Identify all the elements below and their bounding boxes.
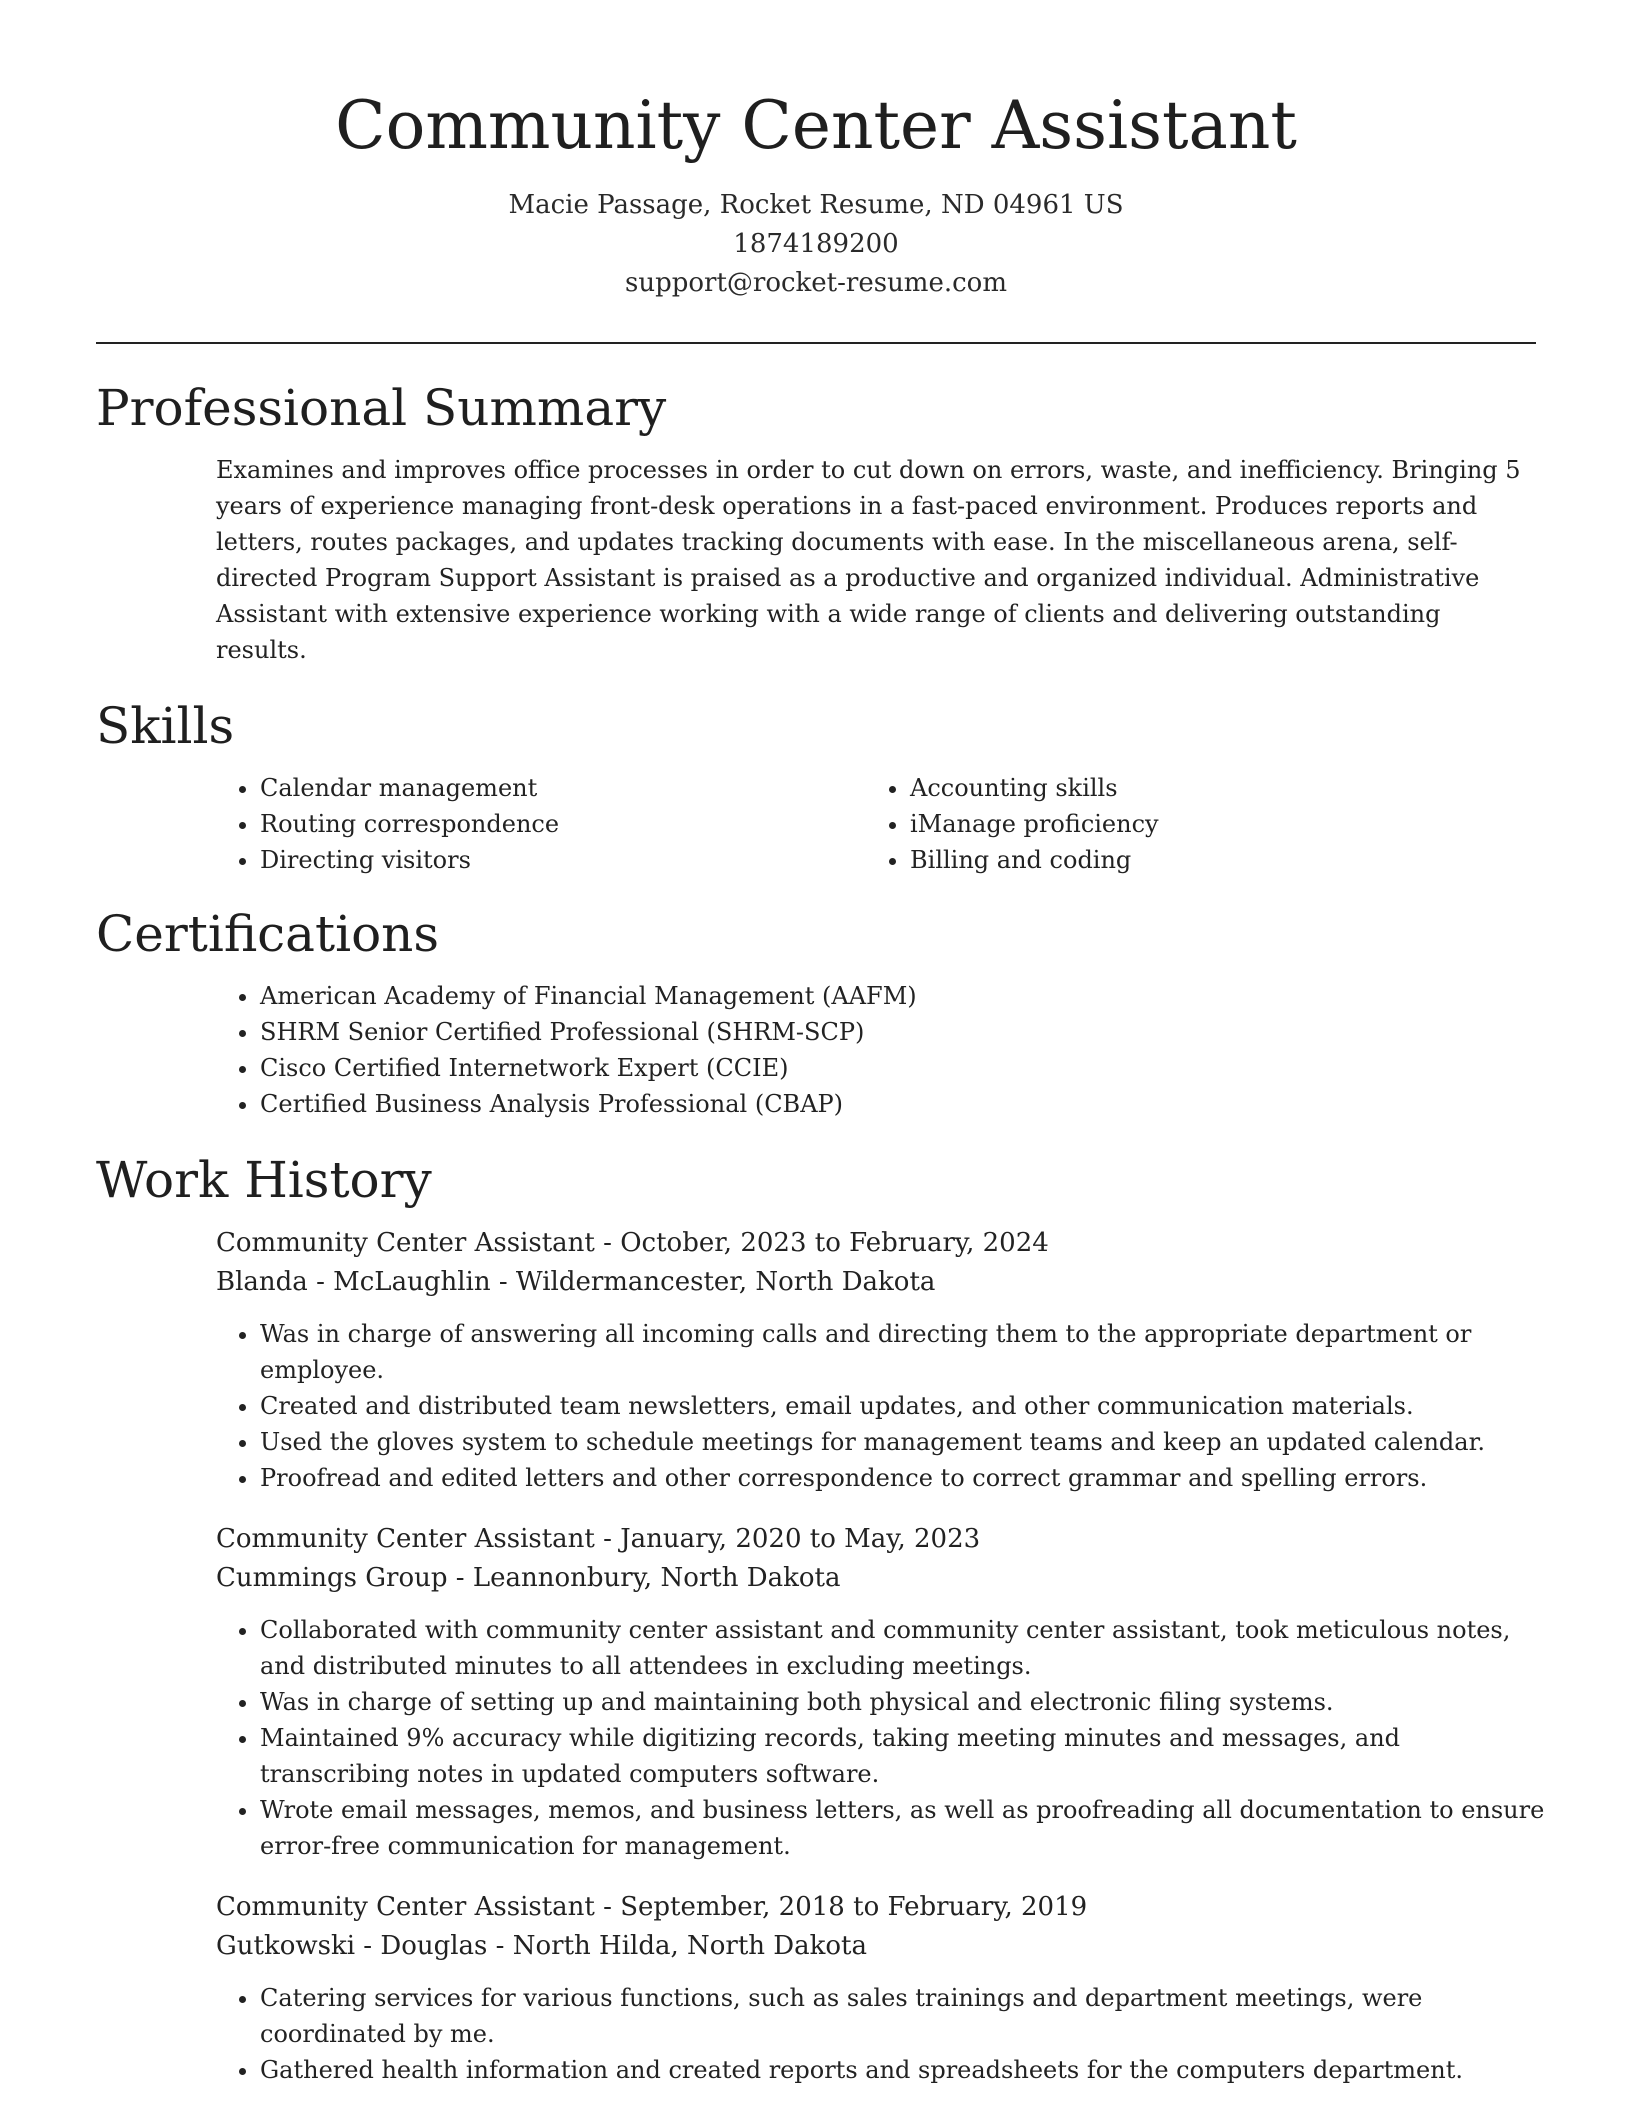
job-title-line: Community Center Assistant - September, 2018 to February, 2019 [216, 1892, 1088, 1922]
job-bullets [216, 1612, 1555, 1864]
job-title: Community Center Assistant [216, 1892, 595, 1922]
resume-header [0, 0, 1632, 303]
job-entry [216, 1888, 1536, 2088]
phone: 1874189200 [733, 229, 899, 259]
skills-section [96, 694, 1536, 878]
certification-item: • Certified Business Analysis Professional (CBAP) [260, 1086, 1536, 1122]
work-history-heading: Work History [96, 1151, 432, 1209]
address: Macie Passage, Rocket Resume, ND 04961 US [508, 190, 1124, 220]
job-company-line: Cummings Group - Leannonbury, North Dakota [216, 1563, 841, 1593]
job-bullet: • Used the gloves system to schedule meetings for management teams and keep an updated calendar. [260, 1424, 1555, 1460]
job-dates: January, 2020 to May, 2023 [620, 1524, 981, 1554]
candidate-name: Community Center Assistant [335, 87, 1297, 164]
summary-heading: Professional Summary [96, 379, 667, 437]
job-company: Cummings Group [216, 1563, 448, 1593]
certification-item: • Cisco Certified Internetwork Expert (CCIE) [260, 1050, 1536, 1086]
job-bullet: • Maintained 9% accuracy while digitizing records, taking meeting minutes and messages, and transcribing notes in updated computers software. [260, 1720, 1555, 1792]
job-title: Community Center Assistant [216, 1524, 595, 1554]
job-company: Blanda - McLaughlin [216, 1267, 491, 1297]
job-entry [216, 1224, 1536, 1496]
certifications-heading: Certifications [96, 905, 440, 963]
job-company: Gutkowski - Douglas [216, 1931, 488, 1961]
job-bullet: • Gathered health information and created reports and spreadsheets for the computers department. [260, 2052, 1555, 2088]
work-history-section [96, 1148, 1545, 2088]
skill-item: • iManage proficiency [910, 806, 1516, 842]
skills-grid [216, 770, 1536, 878]
certification-item: • SHRM Senior Certified Professional (SHRM-SCP) [260, 1014, 1536, 1050]
job-location: Leannonbury, North Dakota [472, 1563, 841, 1593]
job-dates: September, 2018 to February, 2019 [620, 1892, 1088, 1922]
job-bullet: • Created and distributed team newsletters, email updates, and other communication materials. [260, 1388, 1555, 1424]
certification-item: • American Academy of Financial Management (AAFM) [260, 978, 1536, 1014]
job-bullet: • Catering services for various functions, such as sales trainings and department meetings, were coordinated by me. [260, 1980, 1555, 2052]
skill-item: • Routing correspondence [260, 806, 866, 842]
skill-item: • Directing visitors [260, 842, 866, 878]
resume-content [96, 376, 1545, 2112]
job-bullet: • Was in charge of setting up and maintaining both physical and electronic filing systems. [260, 1684, 1555, 1720]
certifications-list [216, 978, 1536, 1122]
job-dates: October, 2023 to February, 2024 [620, 1228, 1049, 1258]
skills-column-right [866, 770, 1516, 878]
skill-item: • Billing and coding [910, 842, 1516, 878]
job-company-line: Gutkowski - Douglas - North Hilda, North Dakota [216, 1931, 867, 1961]
job-location: North Hilda, North Dakota [512, 1931, 867, 1961]
job-title-line: Community Center Assistant - January, 2020 to May, 2023 [216, 1524, 981, 1554]
job-bullet: • Wrote email messages, memos, and business letters, as well as proofreading all documentation to ensure error-free communication for management. [260, 1792, 1555, 1864]
job-location: Wildermancester, North Dakota [515, 1267, 936, 1297]
summary-section [96, 376, 1536, 668]
header-divider [96, 342, 1536, 344]
job-title: Community Center Assistant [216, 1228, 595, 1258]
job-bullets [216, 1980, 1555, 2088]
summary-text: Examines and improves office processes in order to cut down on errors, waste, and inefficiency. Bringing 5 years of experience managing front-desk operations in a fast-paced environment. Produces reports and letters, routes packages, and updates tracking documents with ease. In the miscellaneous arena, self-directed Program Support Assistant is praised as a productive and organized individual. Administrative Assistant with extensive experience working with a wide range of clients and delivering outstanding results. [216, 456, 1521, 664]
job-entry [216, 1520, 1545, 1864]
job-bullet: • Was in charge of answering all incoming calls and directing them to the appropriate department or employee. [260, 1316, 1555, 1388]
job-company-line: Blanda - McLaughlin - Wildermancester, North Dakota [216, 1267, 936, 1297]
email: support@rocket-resume.com [624, 268, 1007, 298]
skills-heading: Skills [96, 697, 235, 755]
certifications-section [96, 902, 1536, 1122]
contact-block [0, 186, 1632, 303]
skills-column-left [216, 770, 866, 878]
skill-item: • Calendar management [260, 770, 866, 806]
skill-item: • Accounting skills [910, 770, 1516, 806]
job-bullet: • Proofread and edited letters and other correspondence to correct grammar and spelling errors. [260, 1460, 1555, 1496]
job-bullet: • Collaborated with community center assistant and community center assistant, took meticulous notes, and distributed minutes to all attendees in excluding meetings. [260, 1612, 1555, 1684]
job-title-line: Community Center Assistant - October, 2023 to February, 2024 [216, 1228, 1049, 1258]
job-bullets [216, 1316, 1555, 1496]
